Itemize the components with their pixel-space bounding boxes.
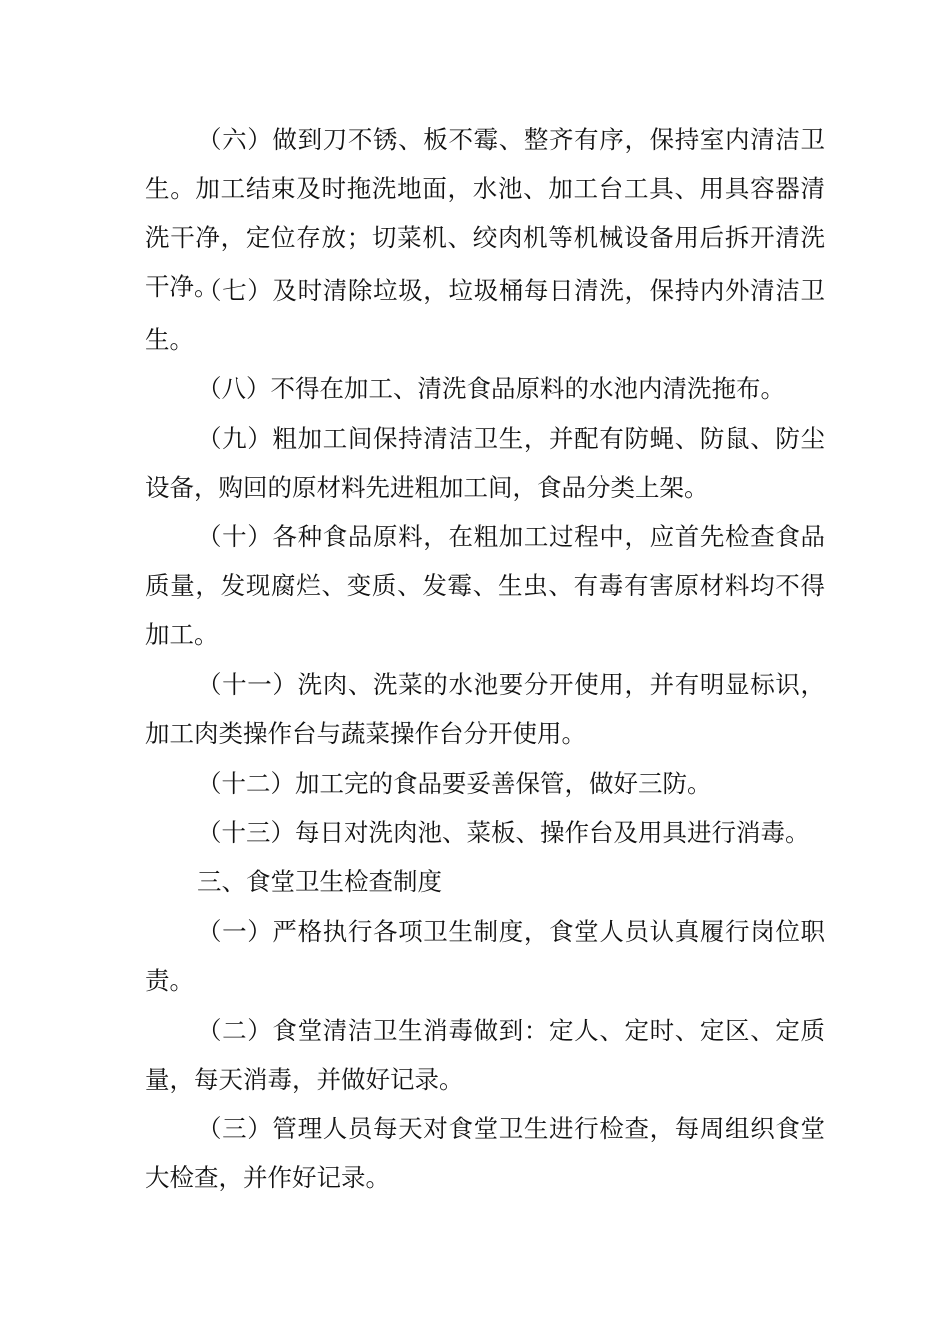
paragraph-item-10: （十）各种食品原料，在粗加工过程中，应首先检查食品质量，发现腐烂、变质、发霉、生虫、有毒有害原材料均不得加工。 (145, 522, 825, 649)
section-heading-3: 三、食堂卫生检查制度 (197, 867, 442, 896)
paragraph-item-9: （九）粗加工间保持清洁卫生，并配有防蝇、防鼠、防尘设备，购回的原材料先进粗加工间，食品分类上架。 (145, 424, 825, 502)
paragraph-check-2: （二）食堂清洁卫生消毒做到：定人、定时、定区、定质量，每天消毒，并做好记录。 (145, 1016, 825, 1094)
paragraph-item-6: （六）做到刀不锈、板不霉、整齐有序，保持室内清洁卫生。加工结束及时拖洗地面，水池、加工台工具、用具容器清洗干净，定位存放；切菜机、绞肉机等机械设备用后拆开清洗干净。 (145, 125, 825, 301)
paragraph-item-7: （七）及时清除垃圾，垃圾桶每日清洗，保持内外清洁卫生。 (145, 276, 825, 354)
paragraph-item-8: （八）不得在加工、清洗食品原料的水池内清洗拖布。 (197, 374, 785, 403)
paragraph-item-12: （十二）加工完的食品要妥善保管，做好三防。 (197, 769, 712, 798)
paragraph-check-1: （一）严格执行各项卫生制度，食堂人员认真履行岗位职责。 (145, 917, 825, 995)
paragraph-item-13: （十三）每日对洗肉池、菜板、操作台及用具进行消毒。 (197, 818, 810, 847)
paragraph-item-11: （十一）洗肉、洗菜的水池要分开使用，并有明显标识，加工肉类操作台与蔬菜操作台分开使用。 (145, 670, 825, 748)
paragraph-check-3: （三）管理人员每天对食堂卫生进行检查，每周组织食堂大检查，并作好记录。 (145, 1114, 825, 1192)
